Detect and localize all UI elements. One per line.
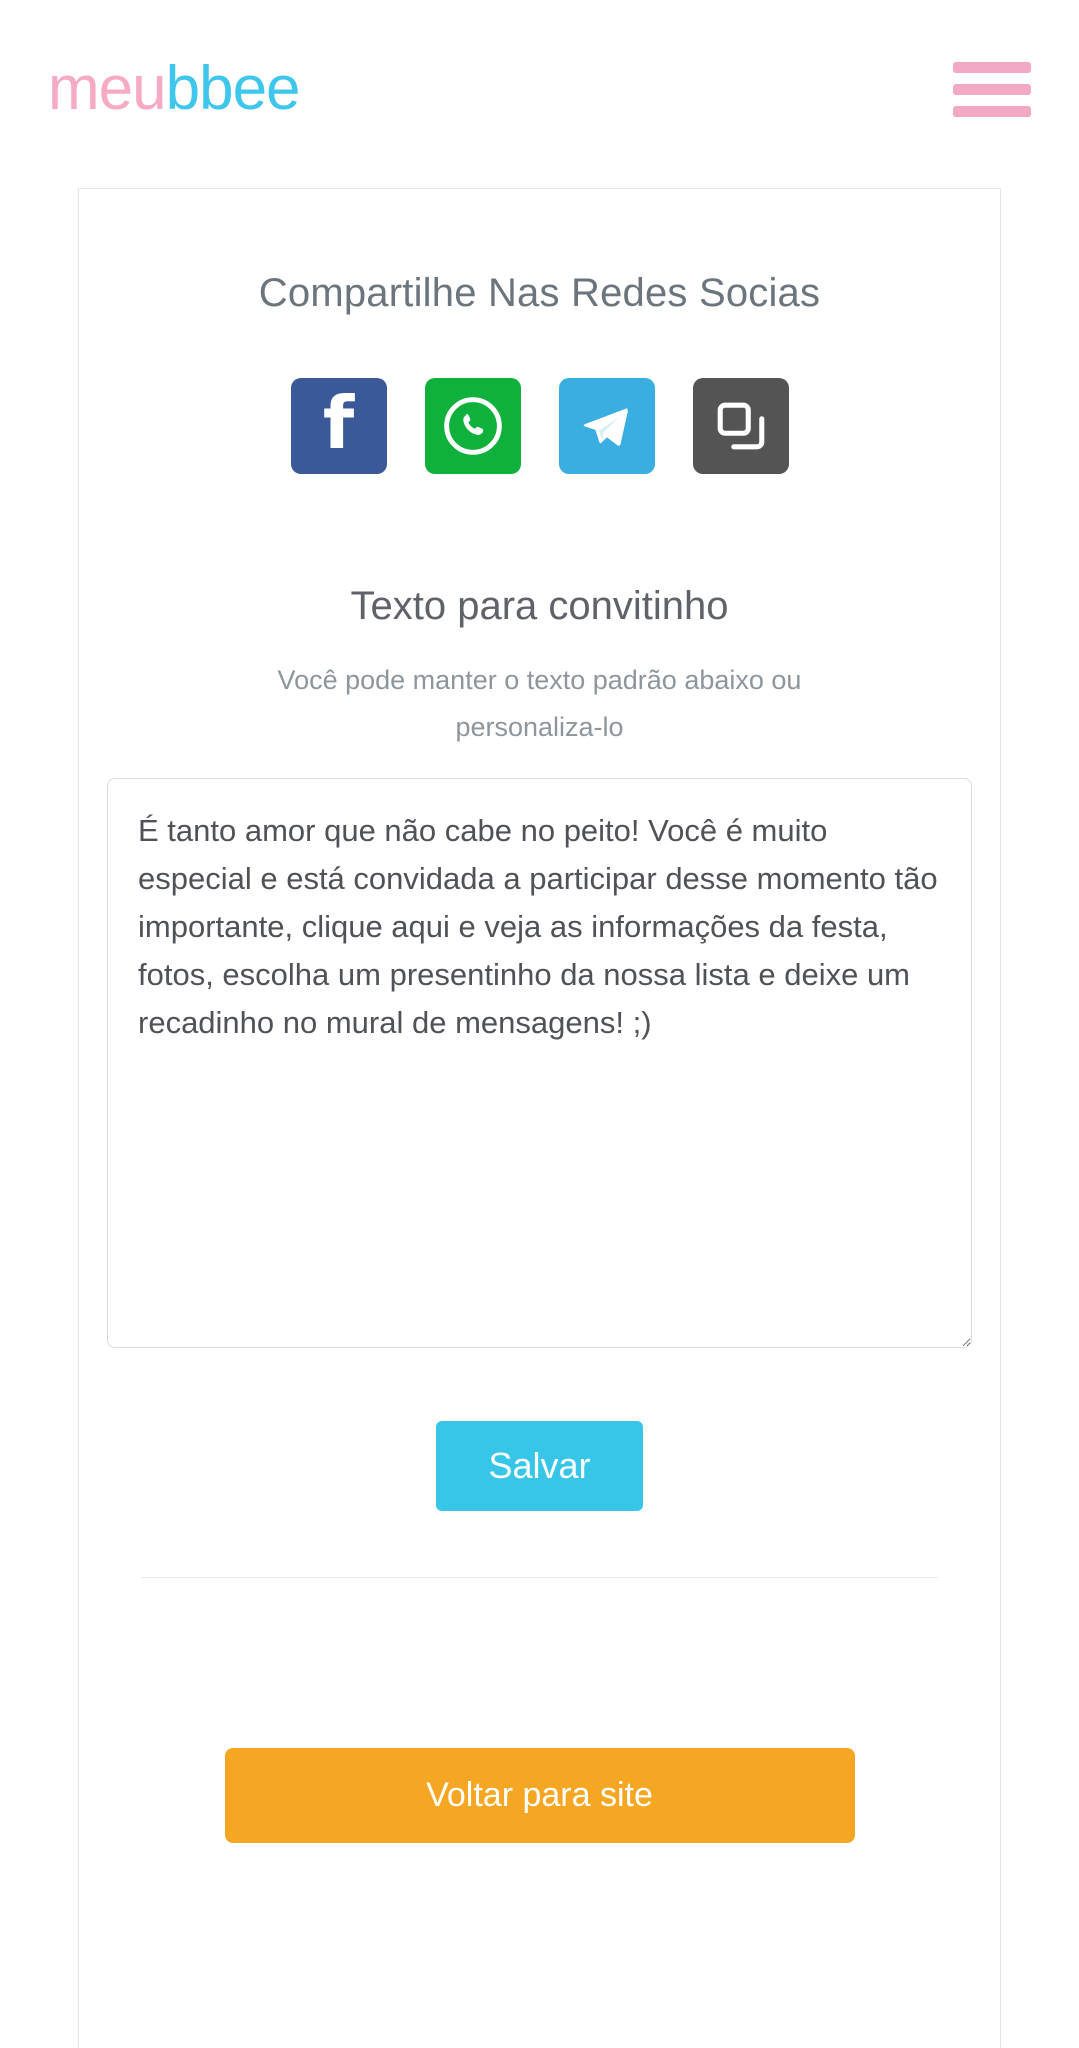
section-divider: [141, 1577, 938, 1578]
hamburger-bar-3: [953, 106, 1031, 117]
back-button-row: [79, 1748, 1000, 1843]
invite-text-subtitle: Você pode manter o texto padrão abaixo ou personaliza-lo: [277, 665, 802, 743]
social-share-row: [79, 378, 1000, 474]
logo-text-blue: bbee: [165, 54, 300, 123]
page-header: [0, 0, 1079, 178]
whatsapp-share-button[interactable]: [425, 378, 521, 474]
share-section-title: Compartilhe Nas Redes Socias: [258, 271, 821, 315]
save-button[interactable]: Salvar: [436, 1421, 642, 1511]
hamburger-bar-1: [953, 62, 1031, 73]
facebook-icon: f: [322, 381, 355, 465]
hamburger-menu-icon[interactable]: [953, 56, 1031, 123]
copy-icon: [712, 397, 770, 455]
copy-link-button[interactable]: [693, 378, 789, 474]
whatsapp-icon: [442, 395, 504, 457]
back-to-site-button[interactable]: Voltar para site: [225, 1748, 855, 1843]
invite-text-input[interactable]: [107, 778, 972, 1348]
logo-text-pink: meu: [48, 54, 166, 123]
invite-textarea-wrapper: [79, 778, 1000, 1353]
facebook-share-button[interactable]: [291, 378, 387, 474]
invite-text-title: Texto para convitinho: [350, 584, 729, 628]
site-logo[interactable]: [48, 54, 300, 123]
telegram-share-button[interactable]: [559, 378, 655, 474]
share-card: [78, 188, 1001, 2048]
telegram-icon: [578, 397, 636, 455]
hamburger-bar-2: [953, 84, 1031, 95]
save-button-row: [79, 1421, 1000, 1511]
